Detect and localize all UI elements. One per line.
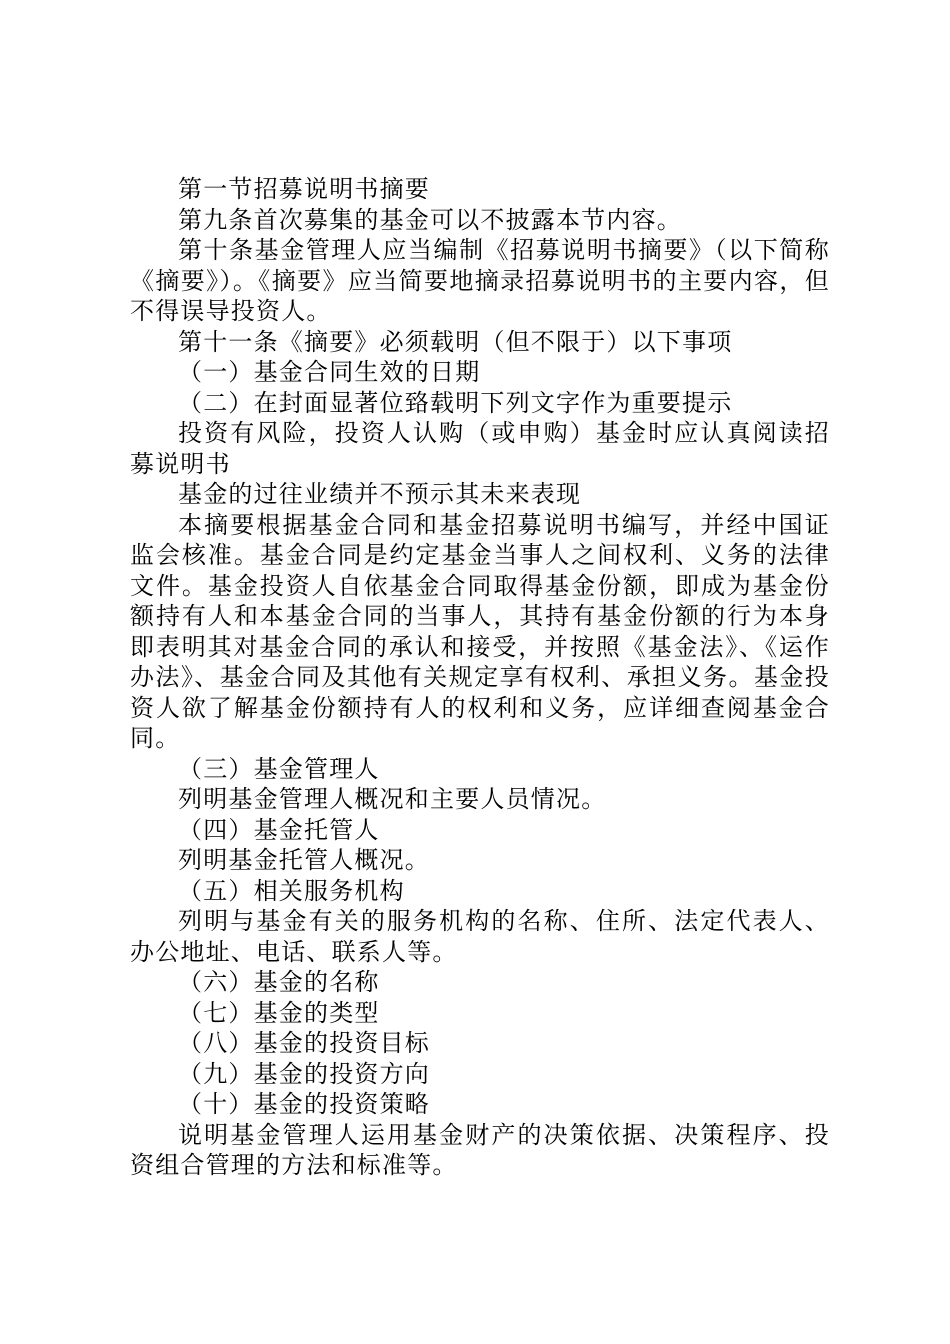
item-1: （一）基金合同生效的日期: [178, 358, 481, 386]
item-10: （十）基金的投资策略: [178, 1090, 430, 1118]
document-body: [130, 174, 830, 1181]
item-4-detail: 列明基金托管人概况。: [178, 846, 430, 874]
risk-notice: 投资有风险，投资人认购（或申购）基金时应认真阅读招募说明书: [130, 419, 830, 478]
article-10: 第十条基金管理人应当编制《招募说明书摘要》（以下简称《摘要》）。《摘要》应当简要地摘录招募说明书的主要内容，但不得误导投资人。: [130, 236, 830, 325]
summary-basis: 本摘要根据基金合同和基金招募说明书编写，并经中国证监会核准。基金合同是约定基金当事人之间权利、义务的法律文件。基金投资人自依基金合同取得基金份额，即成为基金份额持有人和本基金合同的当事人，其持有基金份额的行为本身即表明其对基金合同的承认和接受，并按照《基金法》、《运作办法》、基金合同及其他有关规定享有权利、承担义务。基金投资人欲了解基金份额持有人的权利和义务，应详细查阅基金合同。: [130, 510, 830, 752]
item-4: （四）基金托管人: [178, 815, 380, 844]
item-8: （八）基金的投资目标: [178, 1029, 430, 1057]
performance-notice: 基金的过往业绩并不预示其未来表现: [178, 480, 582, 508]
item-3: （三）基金管理人: [178, 754, 380, 783]
item-9: （九）基金的投资方向: [178, 1059, 430, 1088]
item-7: （七）基金的类型: [178, 998, 380, 1027]
item-3-detail: 列明基金管理人概况和主要人员情况。: [178, 785, 607, 813]
item-2: （二）在封面显著位臵载明下列文字作为重要提示: [178, 388, 733, 417]
article-11: 第十一条《摘要》必须载明（但不限于）以下事项: [178, 327, 733, 356]
section-heading: 第一节招募说明书摘要: [178, 175, 430, 203]
item-10-detail: 说明基金管理人运用基金财产的决策依据、决策程序、投资组合管理的方法和标准等。: [130, 1120, 830, 1179]
article-9: 第九条首次募集的基金可以不披露本节内容。: [178, 205, 682, 234]
item-5-detail: 列明与基金有关的服务机构的名称、住所、法定代表人、办公地址、电话、联系人等。: [130, 907, 830, 966]
item-5: （五）相关服务机构: [178, 876, 405, 905]
item-6: （六）基金的名称: [178, 968, 380, 996]
